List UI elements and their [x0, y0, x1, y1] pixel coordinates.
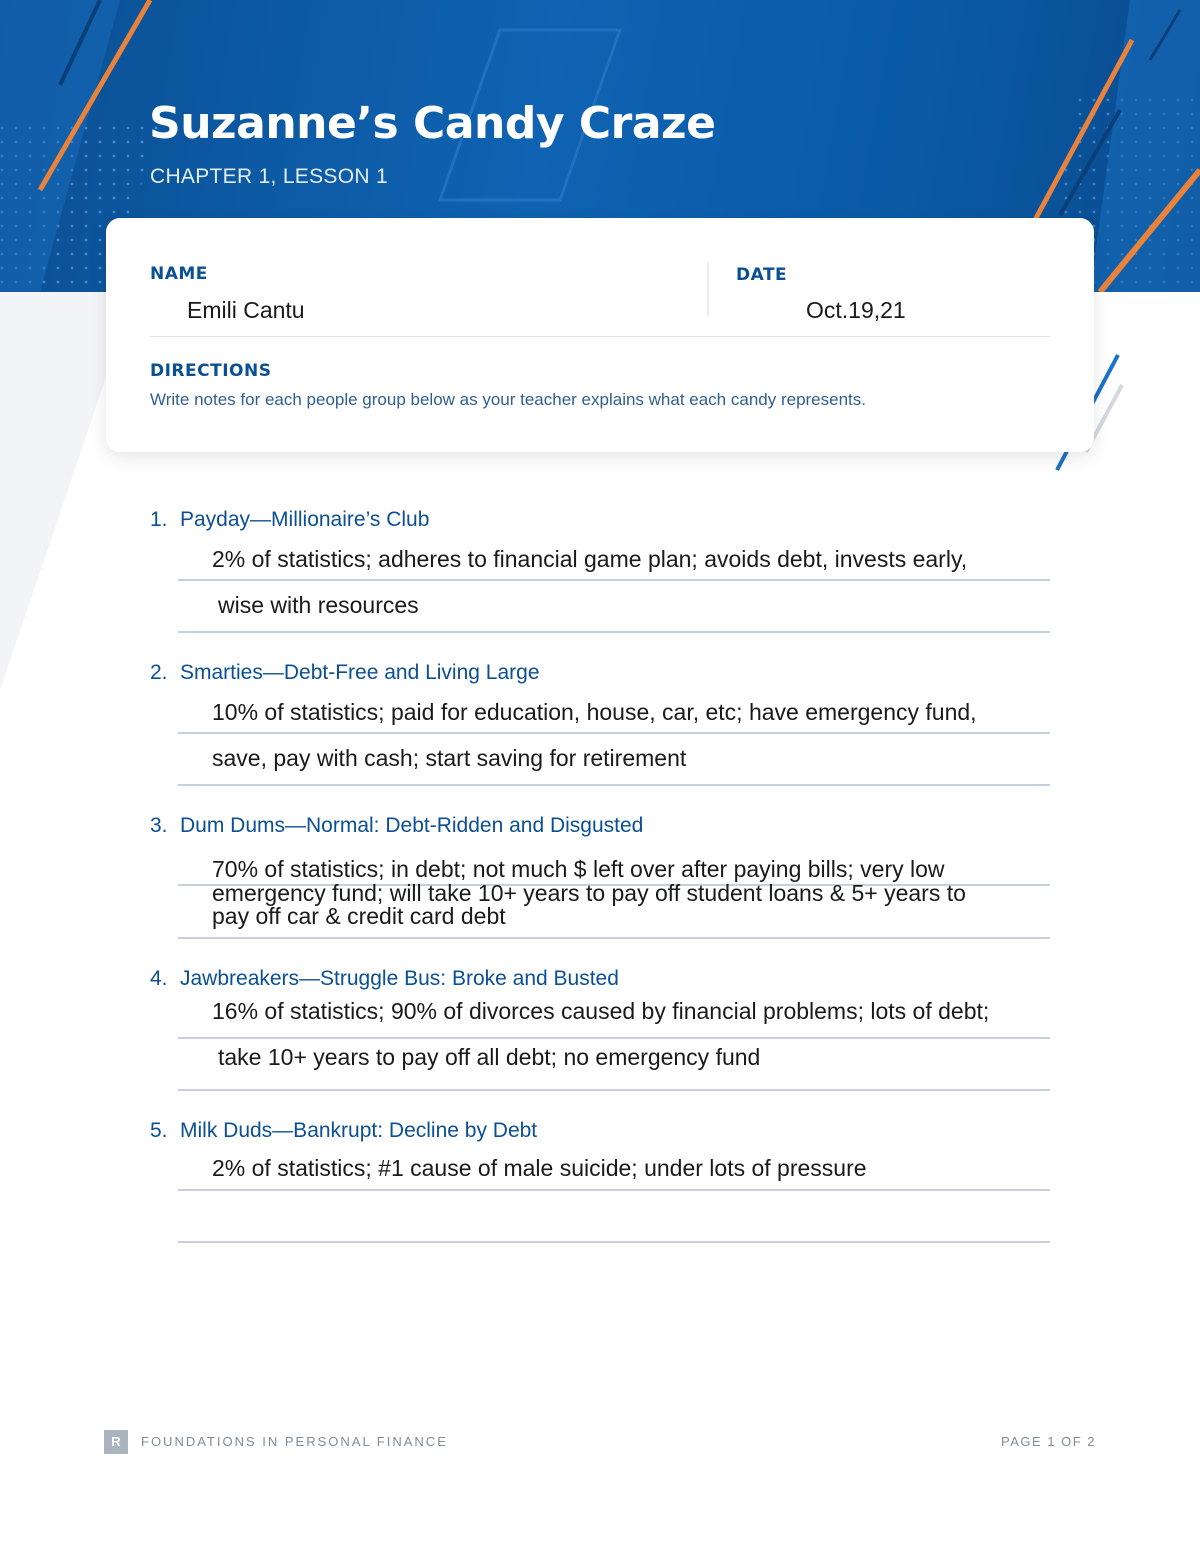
lesson-subtitle: CHAPTER 1, LESSON 1: [150, 165, 388, 188]
answer-line[interactable]: 2% of statistics; #1 cause of male suicide; under lots of pressure: [212, 1155, 867, 1181]
answer-rule: [178, 631, 1050, 633]
answer-rule: [178, 784, 1050, 786]
question-heading: Milk Duds—Bankrupt: Decline by Debt: [180, 1119, 538, 1142]
question-title: [150, 661, 540, 685]
question-number: 5.: [150, 1119, 168, 1142]
answer-line[interactable]: 10% of statistics; paid for education, house, car, etc; have emergency fund,: [212, 699, 977, 725]
name-label: NAME: [150, 264, 208, 284]
answer-rule: [178, 1241, 1050, 1243]
answer-line[interactable]: pay off car & credit card debt: [212, 903, 506, 929]
question-heading: Smarties—Debt-Free and Living Large: [180, 661, 540, 684]
answer-line[interactable]: 2% of statistics; adheres to financial game plan; avoids debt, invests early,: [212, 546, 968, 572]
question-1: [150, 508, 1050, 648]
info-card: [106, 218, 1094, 452]
answer-line[interactable]: emergency fund; will take 10+ years to pay off student loans & 5+ years to: [212, 880, 966, 906]
answer-rule: [178, 937, 1050, 939]
answer-line[interactable]: save, pay with cash; start saving for retirement: [212, 745, 687, 771]
field-divider: [707, 262, 709, 316]
question-number: 2.: [150, 661, 168, 684]
question-heading: Payday—Millionaire’s Club: [180, 508, 430, 531]
card-divider: [150, 336, 1050, 337]
question-number: 4.: [150, 967, 168, 990]
question-heading: Dum Dums—Normal: Debt-Ridden and Disgusted: [180, 814, 644, 837]
question-title: [150, 814, 643, 838]
answer-line[interactable]: 16% of statistics; 90% of divorces caused by financial problems; lots of debt;: [212, 998, 990, 1024]
question-2: [150, 661, 1050, 801]
question-heading: Jawbreakers—Struggle Bus: Broke and Busted: [180, 967, 619, 990]
question-3: [150, 814, 1050, 954]
page-title: Suzanne’s Candy Craze: [149, 98, 716, 149]
question-number: 1.: [150, 508, 168, 531]
answer-line[interactable]: wise with resources: [218, 592, 419, 618]
ramsey-logo-icon: R: [104, 1430, 128, 1454]
footer-course-name: FOUNDATIONS IN PERSONAL FINANCE: [141, 1434, 448, 1449]
answer-line[interactable]: take 10+ years to pay off all debt; no emergency fund: [218, 1044, 761, 1070]
question-title: [150, 508, 429, 532]
question-number: 3.: [150, 814, 168, 837]
directions-text: Write notes for each people group below as your teacher explains what each candy represents.: [150, 390, 866, 409]
question-5: [150, 1119, 1050, 1259]
name-field[interactable]: Emili Cantu: [187, 297, 305, 323]
directions-label: DIRECTIONS: [150, 361, 272, 381]
answer-rule: [178, 579, 1050, 581]
question-title: [150, 967, 619, 991]
date-label: DATE: [736, 265, 788, 285]
answer-rule: [178, 1189, 1050, 1191]
answer-rule: [178, 1037, 1050, 1039]
answer-rule: [178, 1089, 1050, 1091]
answer-line[interactable]: 70% of statistics; in debt; not much $ left over after paying bills; very low: [212, 856, 945, 882]
date-field[interactable]: Oct.19,21: [806, 297, 906, 323]
question-4: [150, 967, 1050, 1107]
question-title: [150, 1119, 537, 1143]
answer-rule: [178, 732, 1050, 734]
page-indicator: PAGE 1 OF 2: [1000, 1434, 1096, 1449]
